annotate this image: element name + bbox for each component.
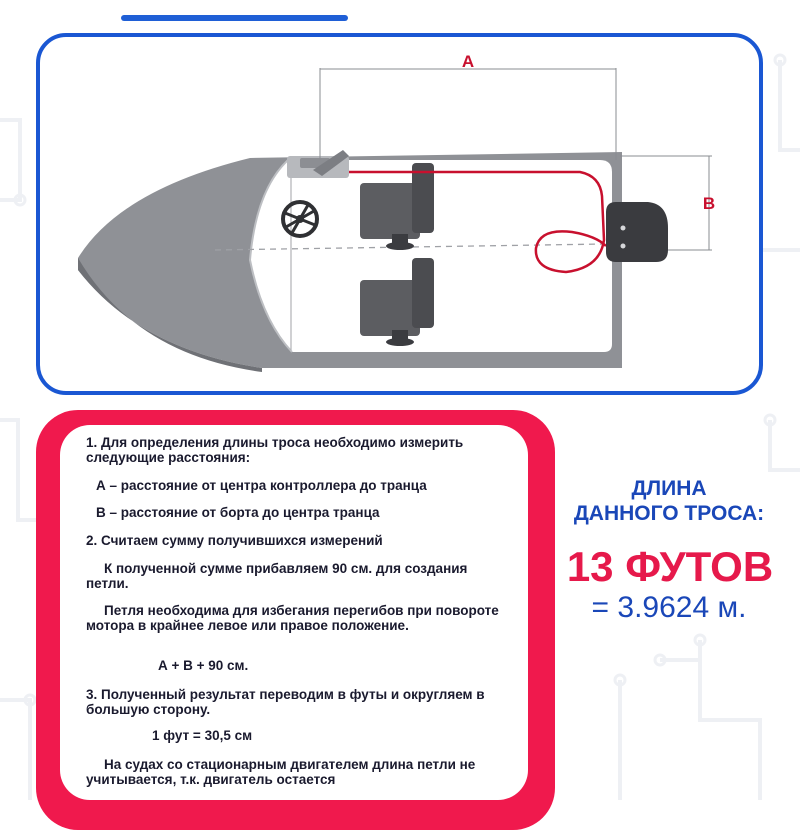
note: На судах со стационарным двигателем длина петли не учитывается, т.к. двигатель остается: [86, 757, 476, 787]
step-1-b: В – расстояние от борта до центра транца: [96, 505, 380, 520]
step-1-a: А – расстояние от центра контроллера до транца: [96, 478, 427, 493]
controller-icon: [287, 150, 349, 178]
step-3: 3. Полученный результат переводим в футы и округляем в большую сторону.: [86, 687, 485, 717]
formula: А + В + 90 см.: [158, 658, 249, 673]
result-heading-line2: ДАННОГО ТРОСА:: [573, 502, 765, 525]
step-2: 2. Считаем сумму получившихся измерений: [86, 533, 383, 548]
conversion: 1 фут = 30,5 см: [152, 728, 253, 743]
result-value: 13 ФУТОВ: [566, 543, 774, 590]
dimension-a-label: A: [461, 52, 475, 71]
instructions-panel: [60, 425, 528, 800]
step-2-note-1: К полученной сумме прибавляем 90 см. для создания петли.: [86, 561, 468, 591]
step-1-intro: 1. Для определения длины троса необходимо измерить следующие расстояния:: [86, 435, 464, 465]
step-2-note-2: Петля необходима для избегания перегибов при повороте мотора в крайнее левое или правое положение.: [86, 603, 499, 633]
outboard-motor-icon: [606, 202, 668, 262]
result-heading-line1: ДЛИНА: [631, 477, 707, 500]
result-equivalent: = 3.9624 м.: [591, 591, 747, 624]
dimension-a: [320, 52, 616, 160]
result-heading: [560, 476, 778, 526]
dimension-b-label: B: [702, 194, 716, 213]
